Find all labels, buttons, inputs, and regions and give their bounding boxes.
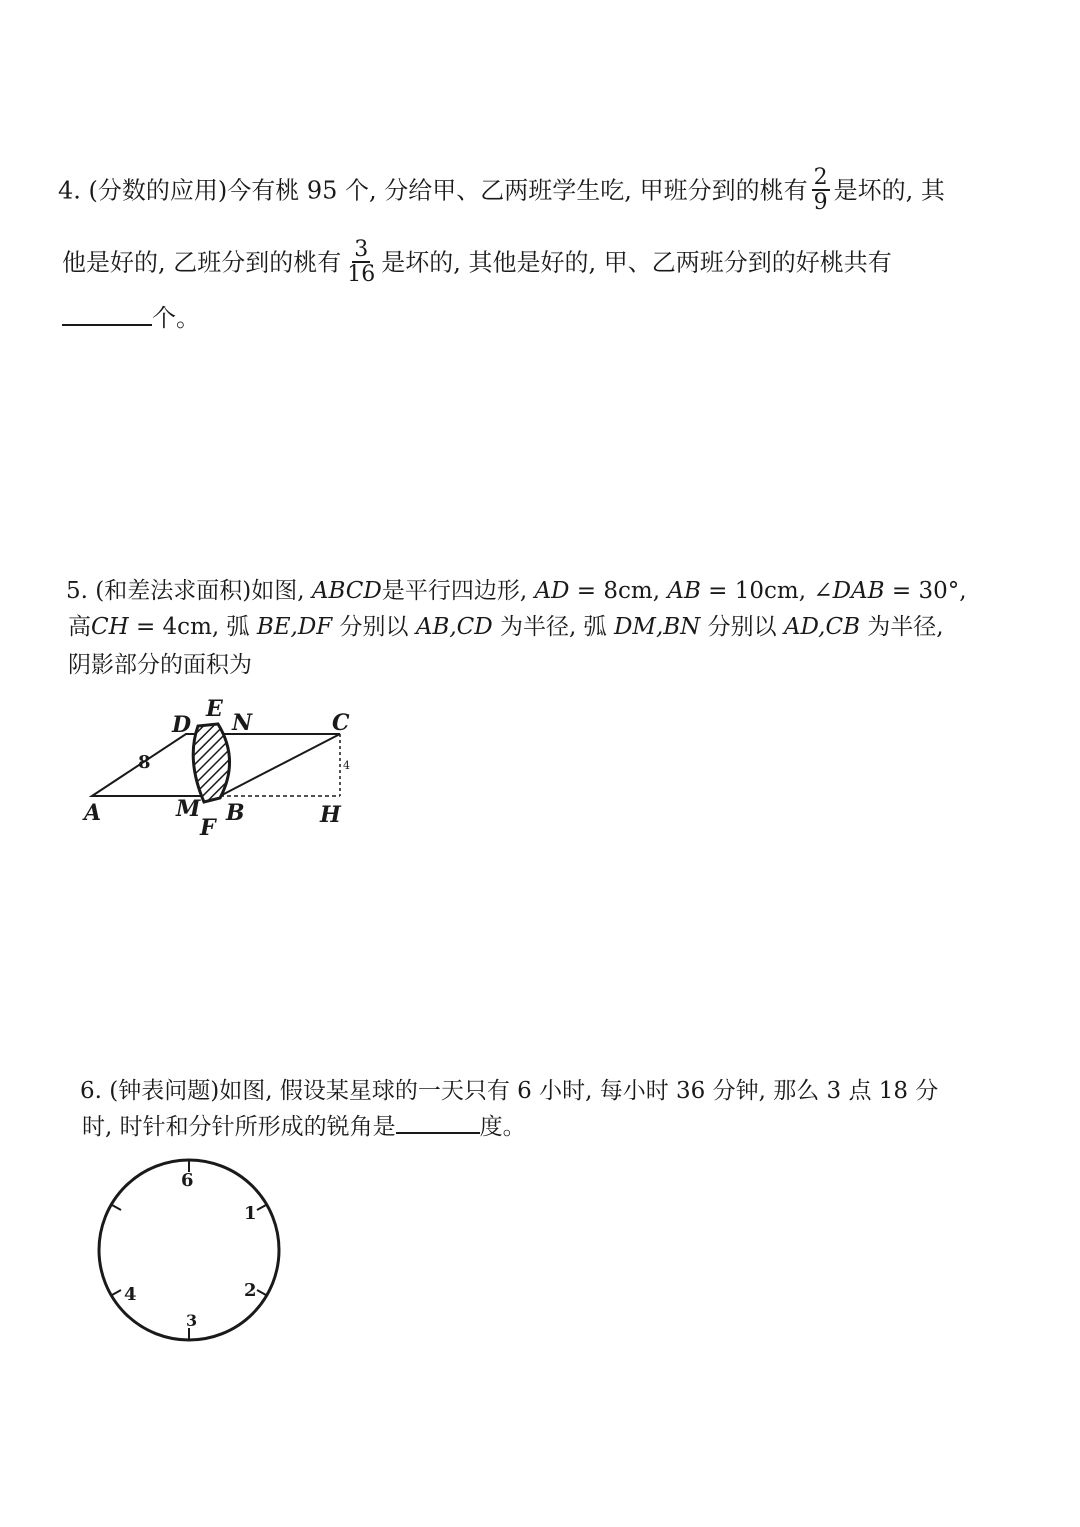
q5-text: = 10cm, ∠: [700, 578, 833, 604]
label-f: F: [200, 815, 216, 841]
q6-text: 度。: [479, 1114, 526, 1140]
math-symbol: AB,CD: [415, 614, 493, 640]
q5-line-1: [66, 572, 967, 605]
math-symbol: AB: [667, 578, 701, 604]
math-symbol: AD,CB: [783, 614, 860, 640]
q5-text: = 8cm,: [569, 578, 668, 604]
q4-line-2: [62, 237, 892, 288]
q5-text: 为半径,: [859, 614, 944, 640]
q5-text: 为半径, 弧: [492, 614, 614, 640]
q5-text: 高: [68, 614, 91, 640]
answer-blank[interactable]: [62, 302, 152, 326]
math-symbol: DAB: [832, 578, 885, 604]
q4-text-5: 个。: [152, 304, 200, 332]
label-c: C: [332, 710, 350, 736]
fraction-numerator: 2: [813, 165, 828, 190]
q5-text: 分别以: [332, 614, 416, 640]
math-symbol: AD: [534, 578, 570, 604]
fraction-2-9: [812, 166, 830, 214]
q5-text: 5. (和差法求面积)如图,: [66, 578, 312, 604]
fraction-denominator: 16: [347, 262, 376, 288]
label-a: A: [84, 800, 102, 826]
q5-line-2: [68, 608, 944, 641]
label-m: M: [176, 796, 201, 822]
label-d: D: [172, 712, 192, 738]
q6-text: 时, 时针和分针所形成的锐角是: [82, 1114, 396, 1140]
label-side-ad: 8: [138, 752, 151, 773]
tick-mark: [112, 1205, 121, 1210]
label-e: E: [206, 696, 223, 722]
clock-face-figure: [90, 1150, 290, 1350]
label-h: H: [320, 802, 341, 828]
fraction-denominator: 9: [813, 190, 828, 216]
math-symbol: ABCD: [311, 578, 382, 604]
q5-text: 分别以: [700, 614, 784, 640]
fraction-numerator: 3: [354, 237, 369, 262]
q5-text: = 30°,: [884, 578, 967, 604]
q5-text: = 4cm, 弧: [128, 614, 257, 640]
q4-line-1: [58, 165, 945, 216]
answer-blank[interactable]: [396, 1110, 480, 1134]
label-n: N: [232, 710, 253, 736]
numeral-6: 6: [181, 1170, 194, 1191]
q4-text-3: 他是好的, 乙班分到的桃有: [62, 248, 342, 277]
numeral-2: 2: [244, 1280, 257, 1301]
math-symbol: CH: [91, 614, 129, 640]
q4-line-3: [62, 298, 200, 333]
fraction-3-16: [345, 238, 377, 286]
q6-line-2: [82, 1108, 526, 1141]
q6-line-1: [80, 1072, 938, 1105]
q5-text: 是平行四边形,: [381, 578, 535, 604]
label-height: 4: [343, 759, 350, 772]
q4-text-2: 是坏的, 其: [833, 176, 945, 205]
numeral-3: 3: [186, 1311, 198, 1330]
tick-mark: [257, 1290, 266, 1295]
q5-text: 阴影部分的面积为: [68, 652, 252, 678]
shaded-region: [193, 724, 229, 802]
label-b: B: [226, 800, 245, 826]
q4-text-1: 4. (分数的应用)今有桃 95 个, 分给甲、乙两班学生吃, 甲班分到的桃有: [58, 176, 808, 205]
numeral-1: 1: [244, 1203, 257, 1224]
q6-text: 6. (钟表问题)如图, 假设某星球的一天只有 6 小时, 每小时 36 分钟, 那么 3 点 18 分: [80, 1078, 939, 1104]
numeral-4: 4: [124, 1284, 137, 1305]
math-symbol: DM,BN: [613, 614, 701, 640]
parallelogram-figure: [80, 690, 380, 850]
tick-mark: [257, 1205, 266, 1210]
q5-line-3: [68, 646, 252, 679]
q4-text-4: 是坏的, 其他是好的, 甲、乙两班分到的好桃共有: [381, 248, 892, 277]
math-symbol: BE,DF: [256, 614, 333, 640]
tick-mark: [112, 1290, 121, 1295]
